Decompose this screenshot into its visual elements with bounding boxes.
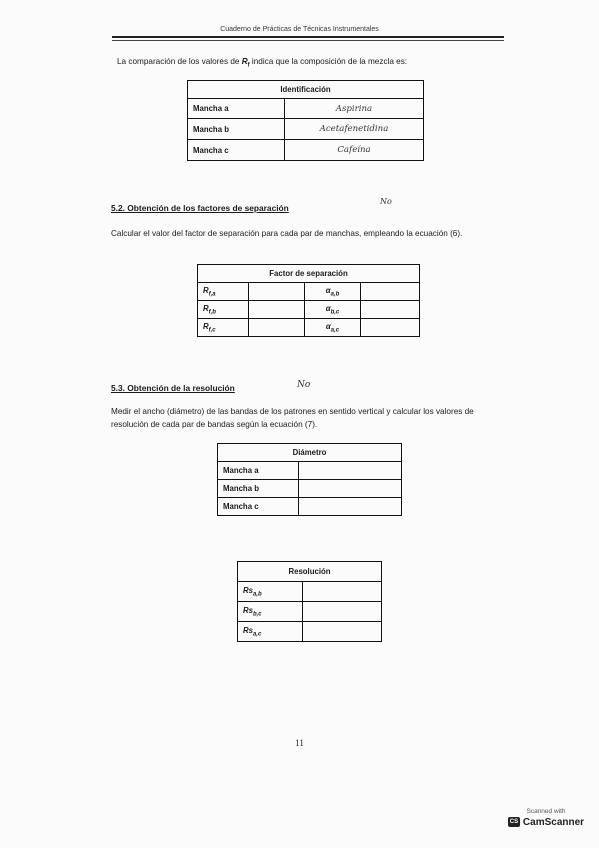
section-5-2-heading: 5.2. Obtención de los factores de separación [111, 203, 289, 213]
identificacion-title: Identificación [188, 81, 424, 99]
identificacion-label-c: Mancha c [188, 140, 285, 161]
intro-text: La comparación de los valores de $R_f$ indica que la composición de la mezcla es: [117, 57, 408, 69]
watermark-line1: Scanned with [526, 808, 566, 815]
diametro-value-c [299, 498, 402, 516]
factor-table [197, 264, 420, 337]
factor-left-2: $R_{f,c}$ [198, 319, 249, 337]
factor-left-value-0 [249, 283, 305, 301]
identificacion-value-b: Acetafenetidina [285, 119, 424, 140]
factor-right-value-2 [361, 319, 420, 337]
factor-right-1: $\alpha_{b,c}$ [305, 301, 361, 319]
header-rule [112, 36, 504, 38]
resolucion-value-1 [303, 602, 382, 622]
identificacion-table [187, 80, 424, 161]
resolucion-label-1: $Rs_{b,c}$ [238, 602, 303, 622]
factor-left-1: $R_{f,b}$ [198, 301, 249, 319]
factor-right-0: $\alpha_{a,b}$ [305, 283, 361, 301]
resolucion-table [237, 561, 382, 642]
factor-right-2: $\alpha_{a,c}$ [305, 319, 361, 337]
section-5-2-text: Calcular el valor del factor de separación para cada par de manchas, empleando la ecuación (6). [111, 229, 463, 238]
diametro-label-b: Mancha b [218, 480, 299, 498]
section-5-3-heading: 5.3. Obtención de la resolución [111, 383, 235, 393]
camscanner-logo-icon: CS [509, 819, 519, 826]
diametro-label-c: Mancha c [218, 498, 299, 516]
resolucion-value-0 [303, 582, 382, 602]
factor-right-value-1 [361, 301, 420, 319]
factor-left-0: $R_{f,a}$ [198, 283, 249, 301]
diametro-label-a: Mancha a [218, 462, 299, 480]
identificacion-value-a: Aspirina [285, 99, 424, 119]
factor-title: Factor de separación [198, 265, 420, 283]
identificacion-label-b: Mancha b [188, 119, 285, 140]
factor-left-value-1 [249, 301, 305, 319]
section-5-3-text: Medir el ancho (diámetro) de las bandas de los patrones en sentido vertical y calcular los valores de resolución de cada par de bandas según la ecuación (7). [111, 407, 474, 429]
page-header: Cuaderno de Prácticas de Técnicas Instrumentales [220, 26, 379, 33]
watermark-line2: CS CamScanner [509, 817, 585, 828]
resolucion-value-2 [303, 622, 382, 642]
section-5-2-note: No [380, 197, 392, 206]
diametro-title: Diámetro [218, 444, 402, 462]
resolucion-title: Resolución [238, 562, 382, 582]
factor-right-value-0 [361, 283, 420, 301]
identificacion-value-c: Cafeína [285, 140, 424, 161]
camscanner-watermark [501, 808, 591, 828]
header-rule-thin [112, 40, 504, 41]
factor-left-value-2 [249, 319, 305, 337]
resolucion-label-2: $Rs_{a,c}$ [238, 622, 303, 642]
identificacion-label-a: Mancha a [188, 99, 285, 119]
resolucion-label-0: $Rs_{a,b}$ [238, 582, 303, 602]
section-5-3-note: No [297, 380, 311, 390]
page-number: 11 [295, 738, 304, 748]
diametro-value-b [299, 480, 402, 498]
diametro-table [217, 443, 402, 516]
diametro-value-a [299, 462, 402, 480]
